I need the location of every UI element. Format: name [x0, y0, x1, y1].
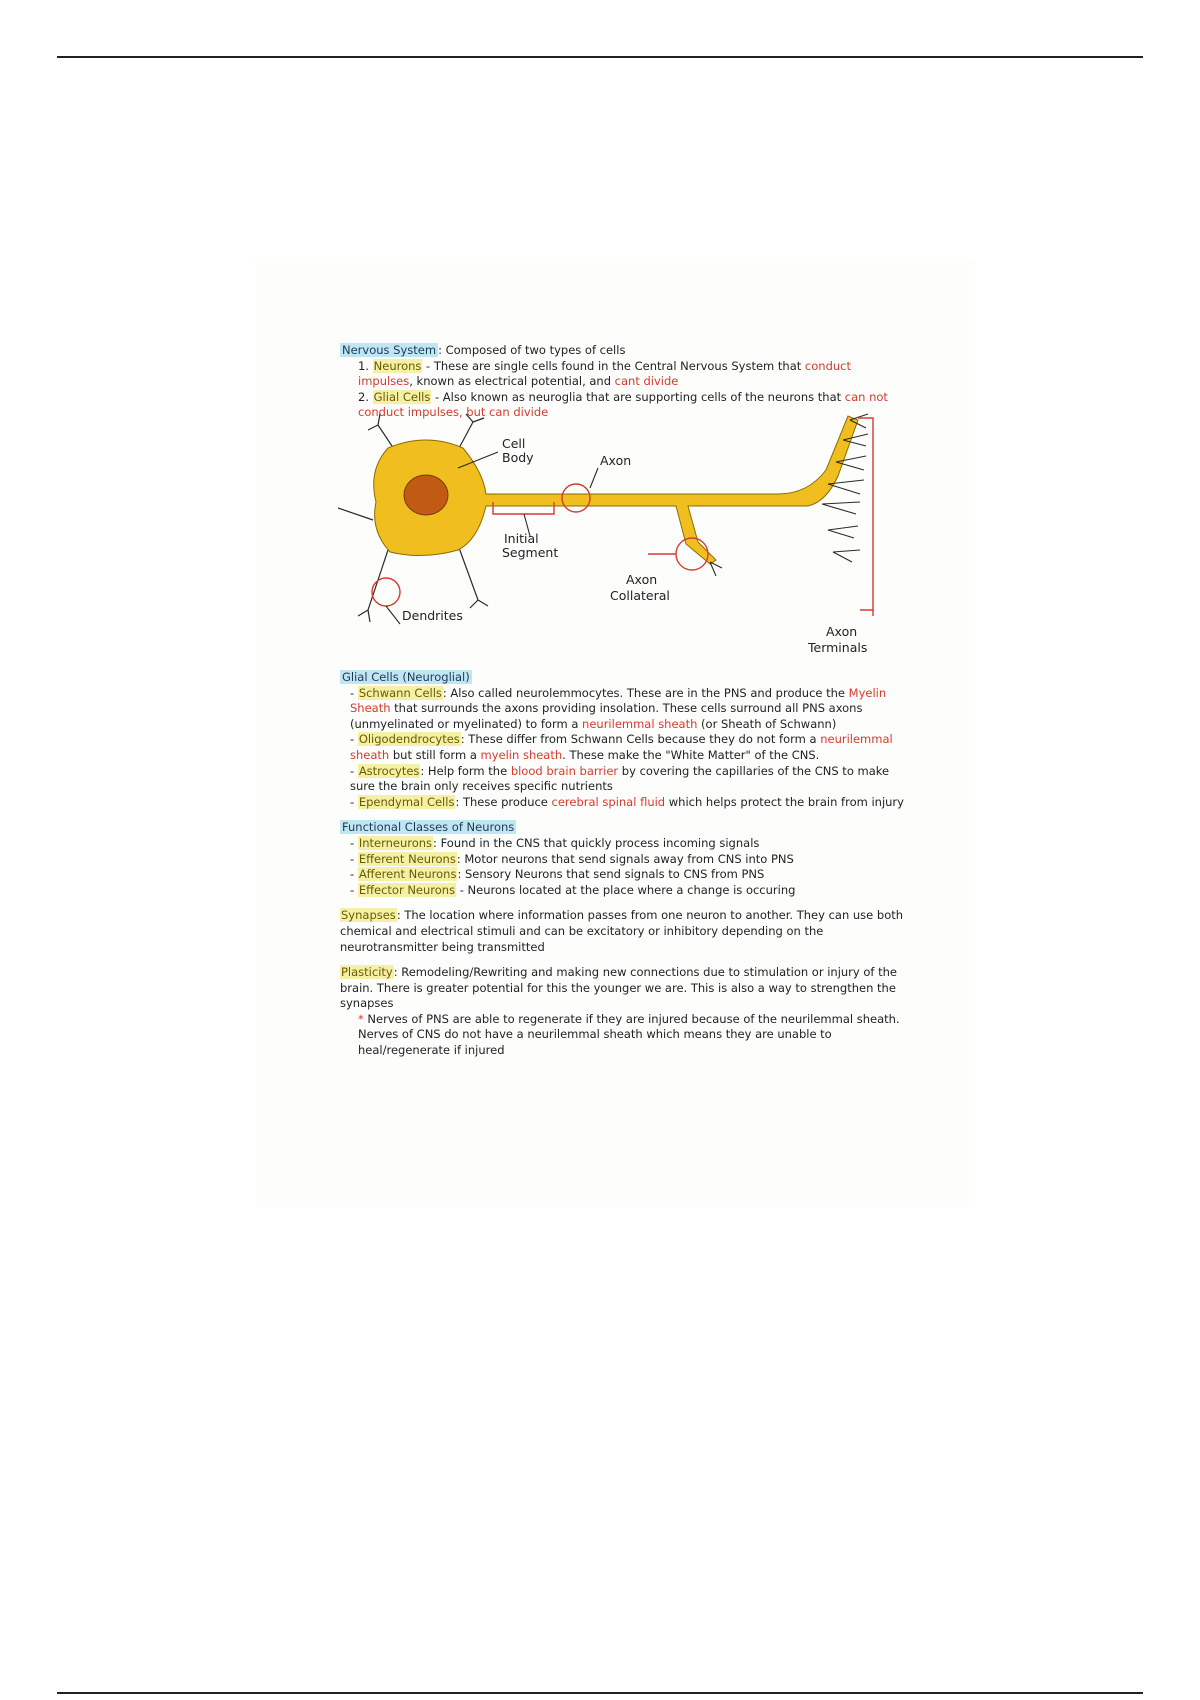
term-efferent: Efferent Neurons: [358, 851, 456, 866]
intro-heading: Nervous System : Composed of two types of cells: [342, 343, 626, 357]
functional-item: - Afferent Neurons: Sensory Neurons that send signals to CNS from PNS: [350, 867, 765, 882]
term-effector: Effector Neurons: [358, 882, 456, 897]
label-cell-body-1: Cell: [502, 436, 526, 451]
label-initial-segment-2: Segment: [502, 545, 559, 560]
neuron-diagram: [338, 410, 903, 662]
functional-heading: [340, 820, 905, 836]
notes-lower: [340, 670, 905, 1059]
term-ependymal: Ependymal Cells: [358, 794, 455, 809]
term-plasticity: Plasticity: [341, 965, 393, 980]
term-glial-cells: Glial Cells: [373, 389, 431, 404]
term-interneurons: Interneurons: [358, 835, 433, 850]
glial-line: 2. Glial Cells - Also known as neuroglia that are supporting cells of the neurons that can not conduct impulses, but can divide: [358, 389, 888, 420]
term-schwann: Schwann Cells: [358, 685, 442, 700]
functional-item: - Effector Neurons - Neurons located at the place where a change is occuring: [350, 882, 796, 897]
functional-item: - Interneurons: Found in the CNS that quickly process incoming signals: [350, 835, 760, 850]
term-synapses: Synapses: [341, 908, 396, 923]
synapses-paragraph: Synapses: The location where information passes from one neuron to another. They can use both chemical and electrical stimuli and can be excitatory or inhibitory depending on the neurotransmitter being transmitted: [340, 908, 904, 954]
section-title: Nervous System: [342, 343, 437, 357]
astro-item: - Astrocytes: Help form the blood brain barrier by covering the capillaries of the CNS to make sure the brain only receives specific nutrients: [350, 763, 890, 794]
plasticity-paragraph: Plasticity: Remodeling/Rewriting and making new connections due to stimulation or injury of the brain. There is greater potential for this the younger we are. This is also a way to strengthen the synapses: [340, 965, 897, 1011]
bottom-rule: [57, 1692, 1143, 1694]
label-dendrites: Dendrites: [402, 608, 463, 623]
schwann-item: - Schwann Cells: Also called neurolemmocytes. These are in the PNS and produce the Myelin Sheath that surrounds the axons providing insolation. These cells surround all PNS axons (unmyelinated or myelinated) to form a neurilemmal sheath (or Sheath of Schwann): [350, 685, 887, 731]
label-initial-segment-1: Initial: [504, 531, 539, 546]
neurons-line: 1. Neurons - These are single cells found in the Central Nervous System that conduct impulses, known as electrical potential, and cant divide: [358, 358, 851, 389]
label-axon-collateral-1: Axon: [626, 572, 658, 587]
star-marker: *: [358, 1011, 364, 1026]
term-oligodendrocytes: Oligodendrocytes: [358, 732, 460, 747]
top-rule: [57, 56, 1143, 58]
term-astrocytes: Astrocytes: [358, 763, 420, 778]
section-title: Functional Classes of Neurons: [342, 820, 515, 835]
plasticity-note: * Nerves of PNS are able to regenerate if they are injured because of the neurilemmal sheath. Nerves of CNS do not have a neurilemmal sheath which means they are unable to heal/regenerate if injured: [358, 1011, 900, 1058]
label-axon-terminals-2: Terminals: [808, 640, 868, 655]
label-axon-terminals-1: Axon: [826, 624, 858, 639]
glial-heading: [340, 670, 905, 686]
oligo-item: - Oligodendrocytes: These differ from Schwann Cells because they do not form a neurilemmal sheath but still form a myelin sheath. These make the "White Matter" of the CNS.: [350, 732, 893, 762]
ependymal-item: - Ependymal Cells: These produce cerebral spinal fluid which helps protect the brain from injury: [350, 794, 904, 809]
section-title: Glial Cells (Neuroglial): [342, 670, 470, 684]
term-afferent: Afferent Neurons: [358, 867, 457, 882]
term-neurons: Neurons: [373, 358, 422, 373]
label-cell-body-2: Body: [502, 450, 534, 465]
label-axon: Axon: [600, 453, 632, 468]
nucleus: [404, 475, 448, 515]
functional-item: - Efferent Neurons: Motor neurons that send signals away from CNS into PNS: [350, 851, 794, 866]
label-axon-collateral-2: Collateral: [610, 588, 670, 603]
